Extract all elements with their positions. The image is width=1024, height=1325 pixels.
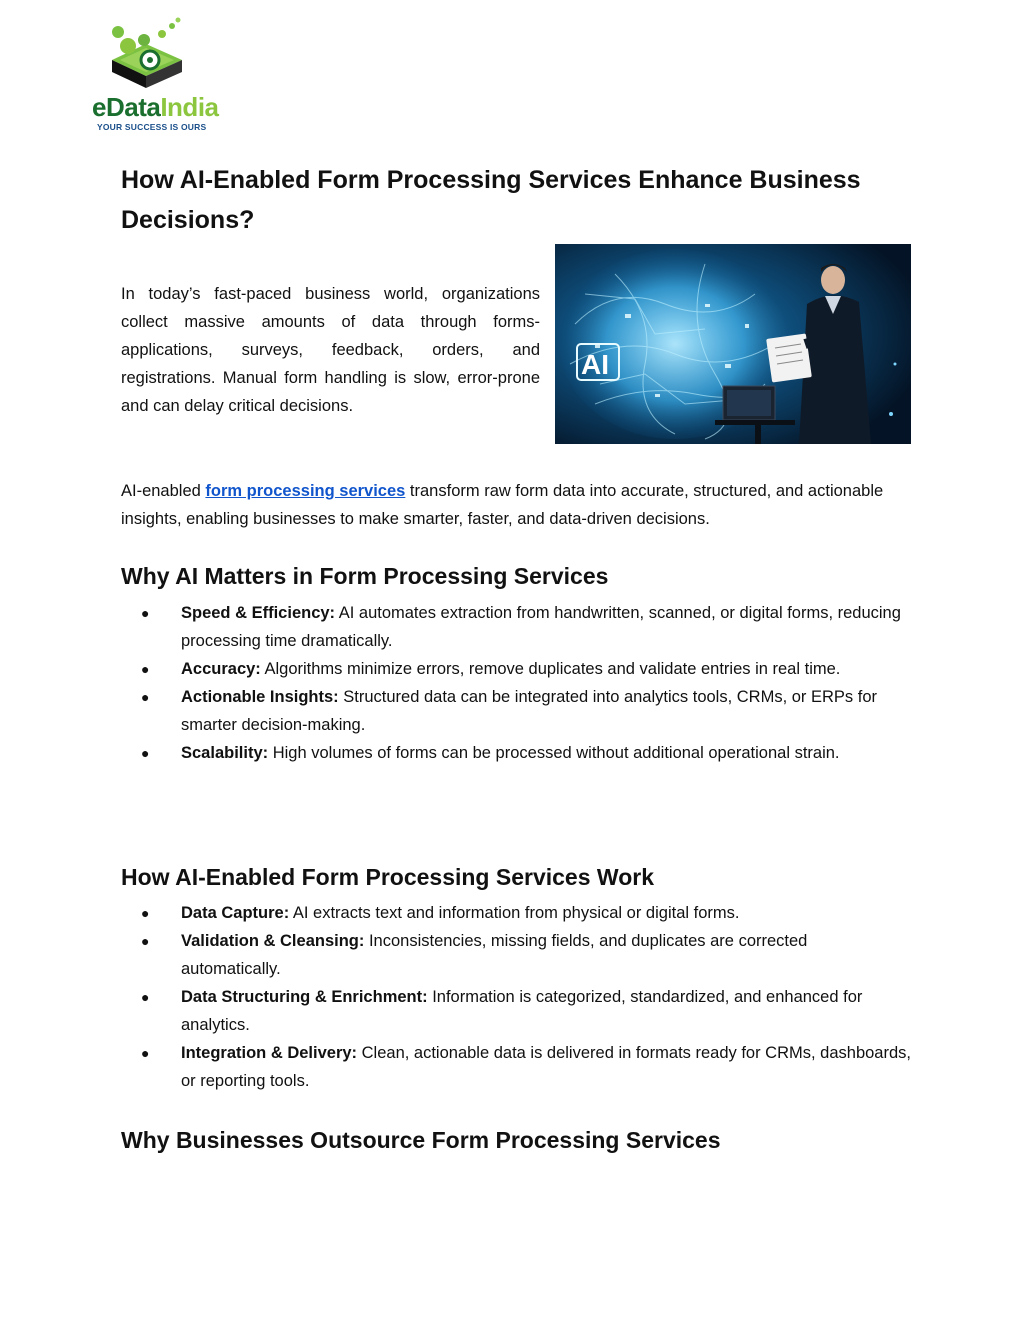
bullet-icon: ●	[141, 661, 150, 677]
list-item	[121, 683, 911, 739]
list-item	[121, 655, 911, 683]
bullet-icon: ●	[141, 689, 150, 705]
bullet-list-how-it-works	[121, 899, 911, 1095]
company-logo	[90, 16, 219, 132]
logo-wordmark-part2: India	[160, 92, 219, 122]
list-item-text: Structured data can be integrated into analytics tools, CRMs, or ERPs for smarter decision-making.	[181, 688, 878, 734]
section-heading-why-ai-matters: Why AI Matters in Form Processing Services	[121, 563, 609, 589]
body-paragraph	[121, 477, 911, 533]
list-item-label: Scalability:	[181, 744, 269, 762]
para-text-after: transform raw form data into accurate, structured, and actionable insights, enabling businesses to make smarter, faster, and data-driven decisions.	[121, 482, 884, 528]
bullet-icon: ●	[141, 989, 150, 1005]
list-item-text: Information is categorized, standardized, and enhanced for analytics.	[181, 988, 863, 1034]
list-item-label: Accuracy:	[181, 660, 261, 678]
list-item-label: Data Capture:	[181, 904, 290, 922]
bullet-icon: ●	[141, 745, 150, 761]
logo-tagline: YOUR SUCCESS IS OURS	[97, 122, 207, 132]
bullet-icon: ●	[141, 905, 150, 921]
intro-paragraph: In today’s fast-paced business world, organizations collect massive amounts of data through forms-applications, surveys, feedback, orders, and registrations. Manual form handling is slow, error-prone and can delay critical decisions.	[121, 285, 540, 415]
list-item-text: High volumes of forms can be processed without additional operational strain.	[268, 744, 840, 762]
page-title: How AI-Enabled Form Processing Services Enhance Business Decisions?	[121, 166, 861, 234]
list-item-text: AI extracts text and information from physical or digital forms.	[289, 904, 740, 922]
list-item	[121, 1039, 911, 1095]
list-item-text: AI automates extraction from handwritten, scanned, or digital forms, reducing processing time dramatically.	[181, 604, 901, 650]
logo-cube-icon	[106, 16, 188, 94]
list-item	[121, 739, 911, 767]
list-item-label: Speed & Efficiency:	[181, 604, 336, 622]
list-item-label: Validation & Cleansing:	[181, 932, 365, 950]
bullet-list-why-ai-matters	[121, 599, 911, 767]
list-item	[121, 599, 911, 655]
list-item	[121, 927, 911, 983]
hero-image	[555, 244, 911, 444]
hero-ai-text: AI	[581, 349, 609, 380]
section-heading-how-it-works: How AI-Enabled Form Processing Services Work	[121, 864, 654, 890]
para-text-before: AI-enabled	[121, 482, 206, 500]
section-heading-why-outsource: Why Businesses Outsource Form Processing Services	[121, 1127, 721, 1153]
bullet-icon: ●	[141, 605, 150, 621]
list-item	[121, 899, 911, 927]
list-item-text: Clean, actionable data is delivered in formats ready for CRMs, dashboards, or reporting tools.	[181, 1044, 911, 1090]
list-item-label: Integration & Delivery:	[181, 1044, 358, 1062]
logo-wordmark-part1: eData	[92, 92, 161, 122]
list-item	[121, 983, 911, 1039]
form-processing-services-link[interactable]: form processing services	[205, 482, 406, 500]
list-item-label: Data Structuring & Enrichment:	[181, 988, 428, 1006]
list-item-label: Actionable Insights:	[181, 688, 339, 706]
bullet-icon: ●	[141, 933, 150, 949]
list-item-text: Inconsistencies, missing fields, and duplicates are corrected automatically.	[181, 932, 808, 978]
bullet-icon: ●	[141, 1045, 150, 1061]
list-item-text: Algorithms minimize errors, remove duplicates and validate entries in real time.	[260, 660, 841, 678]
logo-wordmark	[92, 94, 219, 120]
